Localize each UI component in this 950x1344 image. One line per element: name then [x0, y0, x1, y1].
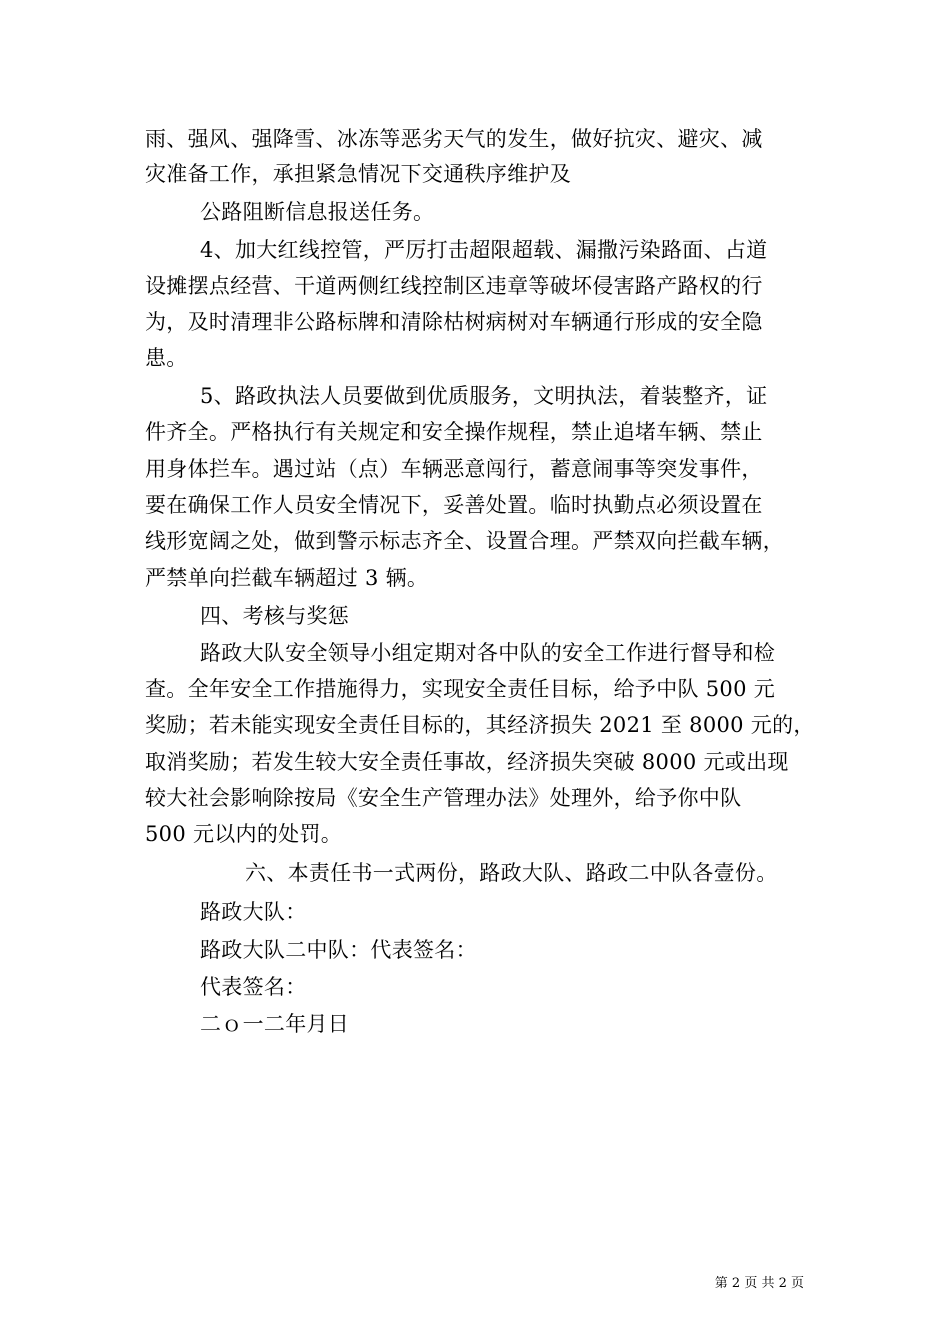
paragraph-line: 较大社会影响除按局《安全生产管理办法》处理外，给予你中队 [145, 786, 742, 810]
paragraph-line: 5、路政执法人员要做到优质服务，文明执法，着装整齐，证 [200, 384, 768, 408]
paragraph-line: 为，及时清理非公路标牌和清除枯树病树对车辆通行形成的安全隐 [145, 310, 763, 334]
signature-line: 路政大队： [200, 900, 307, 924]
paragraph-line: 严禁单向拦截车辆超过 3 辆。 [145, 566, 429, 590]
section-heading: 四、考核与奖惩 [200, 604, 350, 628]
paragraph-line: 线形宽阔之处，做到警示标志齐全、设置合理。严禁双向拦截车辆， [145, 529, 784, 553]
paragraph-line: 4、加大红线控管，严厉打击超限超载、漏撒污染路面、占道 [200, 238, 768, 262]
paragraph-line: 公路阻断信息报送任务。 [200, 200, 435, 224]
paragraph-line: 件齐全。严格执行有关规定和安全操作规程，禁止追堵车辆、禁止 [145, 420, 763, 444]
paragraph-line: 用身体拦车。遇过站（点）车辆恶意闯行，蓄意闹事等突发事件， [145, 457, 763, 481]
signature-line: 代表签名： [200, 975, 307, 999]
paragraph-line: 奖励；若未能实现安全责任目标的，其经济损失 2021 至 8000 元的， [145, 713, 815, 737]
paragraph-line: 取消奖励；若发生较大安全责任事故，经济损失突破 8000 元或出现 [145, 750, 789, 774]
paragraph-line: 患。 [145, 346, 188, 370]
paragraph-line: 路政大队安全领导小组定期对各中队的安全工作进行督导和检 [200, 641, 776, 665]
signature-line: 路政大队二中队：代表签名： [200, 938, 477, 962]
date-line: 二ｏ一二年月日 [200, 1012, 350, 1036]
paragraph-line: 灾准备工作，承担紧急情况下交通秩序维护及 [145, 162, 571, 186]
paragraph-line: 500 元以内的处罚。 [145, 822, 343, 846]
paragraph-line: 查。全年安全工作措施得力，实现安全责任目标，给予中队 500 元 [145, 677, 776, 701]
paragraph-line: 设摊摆点经营、干道两侧红线控制区违章等破坏侵害路产路权的行 [145, 274, 763, 298]
paragraph-line: 要在确保工作人员安全情况下，妥善处置。临时执勤点必须设置在 [145, 493, 763, 517]
paragraph-line: 雨、强风、强降雪、冰冻等恶劣天气的发生，做好抗灾、避灾、减 [145, 127, 763, 151]
paragraph-line: 六、本责任书一式两份，路政大队、路政二中队各壹份。 [245, 861, 778, 885]
page-number: 第 2 页 共 2 页 [714, 1276, 804, 1291]
